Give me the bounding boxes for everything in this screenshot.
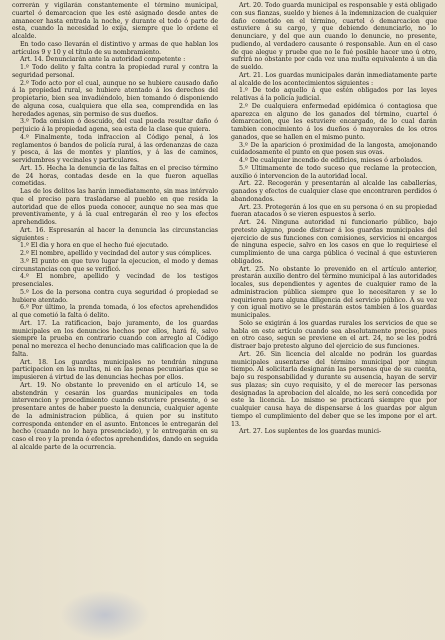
right-paragraph: Solo se exigirán á los guardas rurales los servicios de que se habla en este artículo cuando sea absolutamente preciso, pues en otro caso, segun se previene en el art. 24, no se les podrá distraer bajo pretesto alguno del ejercicio de sus funciones. bbox=[231, 319, 437, 350]
left-column bbox=[12, 2, 218, 638]
right-paragraph: 4.º De cualquier incendio de edificios, mieses ó arbolados. bbox=[239, 157, 423, 164]
right-paragraph: Art. 22. Recogerán y presentarán al alcalde las caballerías, ganados y efectos de cualquier clase que encontraren perdidos ó abandonados. bbox=[231, 180, 437, 203]
left-paragraph: Art. 15. Hecha la denuncia de las faltas en el preciso término de 24 horas, contadas desde en la que fueron aquellas cometidas. bbox=[12, 164, 218, 188]
left-paragraph: 2.º El nombre, apellido y vecindad del autor y sus cómplices. bbox=[20, 250, 212, 257]
left-paragraph: 1.º El dia y hora en que el hecho fué ejecutado. bbox=[20, 242, 169, 250]
left-paragraph: 4.º El nombre, apellido y vecindad de los testigos presenciales. bbox=[12, 273, 218, 288]
ink-stain bbox=[60, 590, 150, 640]
left-paragraph: En todo caso llevarán el distintivo y armas de que hablan los artículos 9 y 10 y el título de su nombramiento. bbox=[12, 40, 218, 56]
left-paragraph: Art. 18. Los guardas municipales no tendrán ninguna participacion en las multas, ni en las penas pecuniarias que se impusieren á virtud de las denuncias hechas por ellos. bbox=[12, 358, 218, 381]
left-paragraph: Art. 17. La ratificacion, bajo juramento, de los guardas municipales en los denuncios hechos por ellos, hará fé, salvo siempre la prueba en contrario cuando con arreglo al Código penal no merezca el hecho denunciado mas calificacion que la de falta. bbox=[12, 319, 218, 358]
right-paragraph: Art. 26. Sin licencia del alcalde no podrán los guardas municipales ausentarse del término municipal por ningun tiempo. Al solicitarla designarán las personas que de su cuenta, bajo su responsabilidad y durante su ausencia, hayan de servir sus plazas; sin cuyo requisito, y el de merecer las personas designadas la aprobacion del alcalde, no les será concedida por este la licencia. Lo mismo se practicará siempre que por cualquier causa haya de dispensarse á los guardas por algun tiempo el cumplimiento del deber que se les impone por el art. 13. bbox=[231, 350, 437, 428]
left-paragraph: 3.º El punto en que tuvo lugar la ejecucion, el modo y demas circunstancias con que se verificó. bbox=[12, 257, 218, 273]
right-paragraph: 2.º De cualquiera enfermedad epidémica ó contagiosa que aparezca en alguno de los ganados del término, cuartel ó demarcacion, que les estuviere encargado, de lo cual darán tambien conocimiento á los dueños ó mayorales de los otros ganados, que se hallen en el mismo punto. bbox=[231, 102, 437, 141]
right-paragraph: Art. 24. Ninguna autoridad ni funcionario público, bajo pretesto alguno, puede distraer á los guardas municipales del ejercicio de sus funciones con comisiones, servicios ni encargos de ninguna especie, salvo en los casos en que lo requiriese el cumplimiento de una carga pública ó vecinal á que estuvieren obligados. bbox=[231, 219, 437, 265]
left-paragraph: 5.º Los de la persona contra cuya seguridad ó propiedad se hubiere atentado. bbox=[12, 288, 218, 304]
left-paragraph: Las de los delitos las harán inmediatamente, sin mas intérvalo que el preciso para trasladarse al pueblo en que resida la autoridad que de ellos pueda conocer, aunque no sea mas que preventivamente, y á la cual entregarán el reo y los efectos aprehendidos. bbox=[12, 188, 218, 226]
left-paragraph: Art. 19. No obstante lo prevenido en el artículo 14, se abstendrán y cesarán los guardas municipales en toda intervencion y procedimiento cuando estuviere presente, ó se presentare antes de haber puesto la denuncia, cualquier agente de la administracion pública, á quien por su instituto corresponda entender en el asunto. Entonces le entregarán del hecho (cuando no lo haya presenciado), y le entregarán en su caso el reo y la prenda ó efectos aprehendidos, dando en seguida al alcalde parte de la ocurrencia. bbox=[12, 381, 218, 451]
left-paragraph: 6.º Por último, la prenda tomada, ó los efectos aprehendidos al que cometió la falta ó delito. bbox=[12, 304, 218, 319]
left-paragraph: 4.º Finalmente, toda infraccion al Código penal, á los reglamentos ó bandos de policía rural, á las ordenanzas de caza y pesca, á las de montes y plantíos, y á las de caminos, servidumbres y vecinales y particulares. bbox=[12, 133, 218, 164]
left-paragraph: Art. 16. Espresarán al hacer la denuncia las circunstancias siguientes : bbox=[12, 226, 218, 242]
right-paragraph: 5.º Ultimamente de todo suceso que reclame la proteccion, auxilio ó intervencion de la autoridad local. bbox=[231, 164, 437, 180]
right-paragraph: Art. 25. No obstante lo prevenido en el artículo anterior, prestarán auxilio dentro del término municipal á las autoridades locales, sus dependientes y agentes de cualquier ramo de la administracion pública siempre que lo necesitaren y se lo requirieren para alguna diligencia del servicio público. A su vez y con igual motivo se le prestarán estos tambien á los guardas municipales. bbox=[231, 265, 437, 319]
right-paragraph: 3.º De la aparicion ó proximidad de la langosta, amojonando cuidadosamente el punto en que posen sus ovas. bbox=[231, 141, 437, 157]
right-paragraph: Art. 21. Los guardas municipales darán inmediatamente parte al alcalde de los acontecimientos siguientes : bbox=[231, 71, 437, 87]
text-columns bbox=[12, 2, 437, 638]
left-paragraph: Art. 14. Denunciarán ante la autoridad competente : bbox=[20, 56, 186, 64]
right-column bbox=[231, 2, 437, 638]
right-paragraph: Art. 27. Los suplentes de los guardas munici- bbox=[239, 428, 382, 436]
left-paragraph: 2.º Todo acto por el cual, aunque no se hubiere causado daño á la propiedad rural, se hubiere atentado á los derechos del propietario, bien sea invadiéndolo, bien tomando ó disponiendo de alguna cosa, cualquiera que ella sea, comprendida en las heredades agenas, sin permiso de sus dueños. bbox=[12, 79, 218, 118]
right-paragraph: 1.º De todo aquello á que estén obligados por las leyes relativas á la policía judicial. bbox=[231, 87, 437, 102]
left-paragraph: correrán y vigilarán constantemente el término municipal, cuartel ó demarcacion que les esté asignado desde antes de amanecer hasta entrada la noche, y durante el todo ó parte de esta, cuando la necesidad lo exija, siempre que lo ordene el alcalde. bbox=[12, 2, 218, 40]
right-paragraph: Art. 23. Protegerán á los que en su persona ó en su propiedad fueran atacados ó se vieren espuestos á serlo. bbox=[231, 203, 437, 219]
left-paragraph: 3.º Toda omision ó descuido, del cual pueda resultar daño ó perjuicio á la propiedad agena, sea esta de la clase que quiera. bbox=[12, 118, 218, 133]
right-paragraph: Art. 20. Todo guarda municipal es responsable y está obligado con sus fianzas, sueldo y bienes á la indemnizacion de cualquier daño cometido en el término, cuartel ó demarcacion que estuviere á su cargo, y que debiendo denunciarlo, no lo denunciare, y del que aun cuando lo denuncie, no presente, pudiendo, al verdadero causante ó responsable. Aun en el caso de que alegue y pruebe que no le fué posible hacer uno ú otro, sufrirá no obstante por cada vez una multa equivalente á un dia de sueldo. bbox=[231, 2, 437, 71]
left-paragraph: 1.º Todo delito y falta contra la propiedad rural y contra la seguridad personal. bbox=[12, 64, 218, 79]
